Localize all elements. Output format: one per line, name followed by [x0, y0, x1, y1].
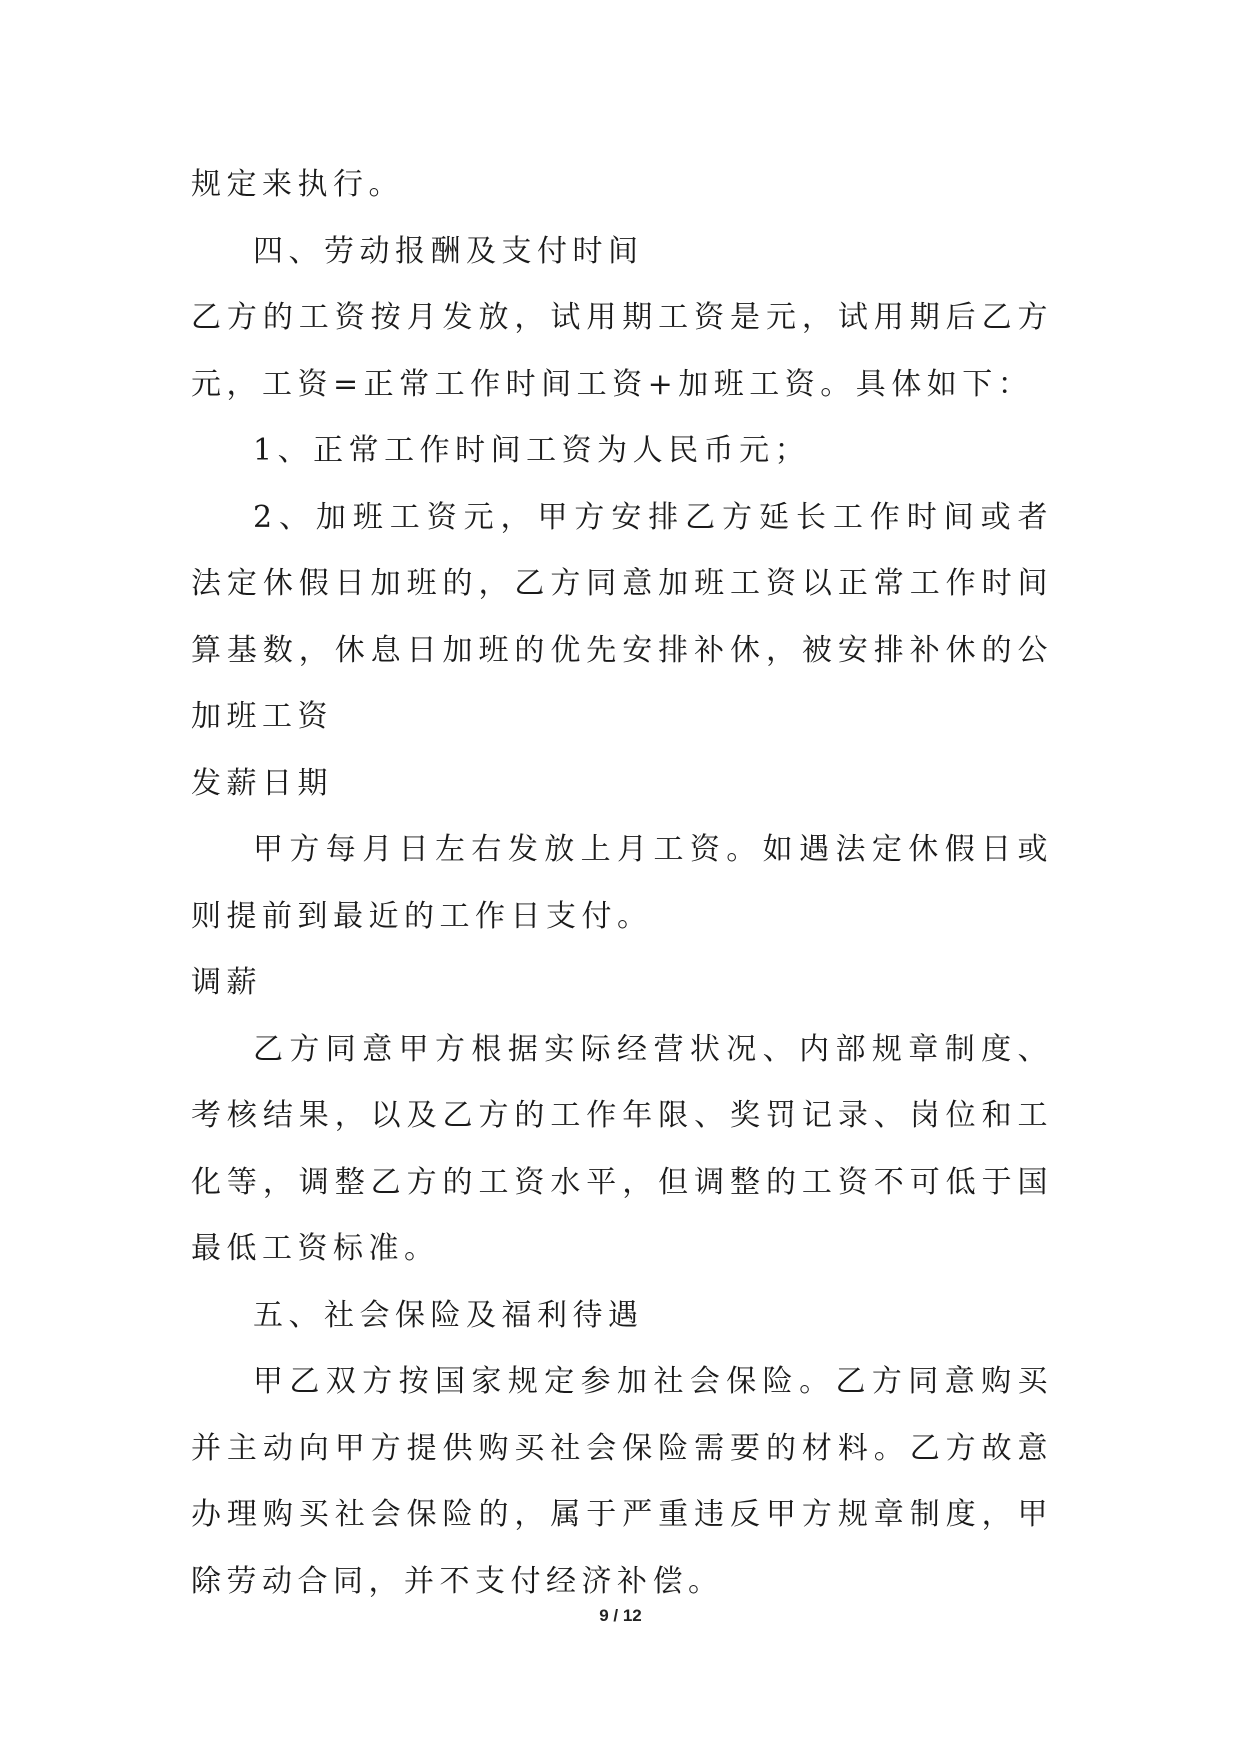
text-line: 四、劳动报酬及支付时间: [253, 233, 644, 269]
text-line: 1、正常工作时间工资为人民币元；: [253, 433, 811, 468]
text-line: 并主动向甲方提供购买社会保险需要的材料。乙方故意: [191, 1430, 1053, 1466]
text-line: 2、加班工资元，甲方安排乙方延长工作时间或者: [253, 499, 1053, 535]
document-body: [191, 152, 1053, 1615]
text-line: 考核结果，以及乙方的工作年限、奖罚记录、岗位和工: [191, 1098, 1053, 1133]
page-number: 9 / 12: [599, 1606, 642, 1625]
text-line: 甲乙双方按国家规定参加社会保险。乙方同意购买: [253, 1364, 1053, 1399]
text-line: 调薪: [191, 965, 262, 1000]
text-line: 发薪日期: [191, 765, 333, 801]
text-line: 办理购买社会保险的，属于严重违反甲方规章制度，甲: [191, 1497, 1053, 1532]
text-line: 甲方每月日左右发放上月工资。如遇法定休假日或: [253, 832, 1053, 867]
text-line: 乙方同意甲方根据实际经营状况、内部规章制度、: [253, 1031, 1053, 1067]
text-line: 最低工资标准。: [191, 1231, 440, 1266]
text-line: 乙方的工资按月发放，试用期工资是元，试用期后乙方: [191, 300, 1053, 335]
text-line: 除劳动合同，并不支付经济补偿。: [191, 1563, 724, 1599]
text-line: 规定来执行。: [191, 167, 404, 202]
text-line: 算基数，休息日加班的优先安排补休，被安排补休的公: [191, 632, 1053, 668]
text-line: 则提前到最近的工作日支付。: [191, 898, 653, 934]
text-line: 法定休假日加班的，乙方同意加班工资以正常工作时间: [191, 566, 1053, 601]
text-line: 五、社会保险及福利待遇: [253, 1297, 644, 1333]
text-line: 元，工资=正常工作时间工资+加班工资。具体如下：: [191, 366, 1034, 402]
text-line: 加班工资: [191, 699, 333, 734]
text-line: 化等，调整乙方的工资水平，但调整的工资不可低于国: [191, 1164, 1053, 1200]
